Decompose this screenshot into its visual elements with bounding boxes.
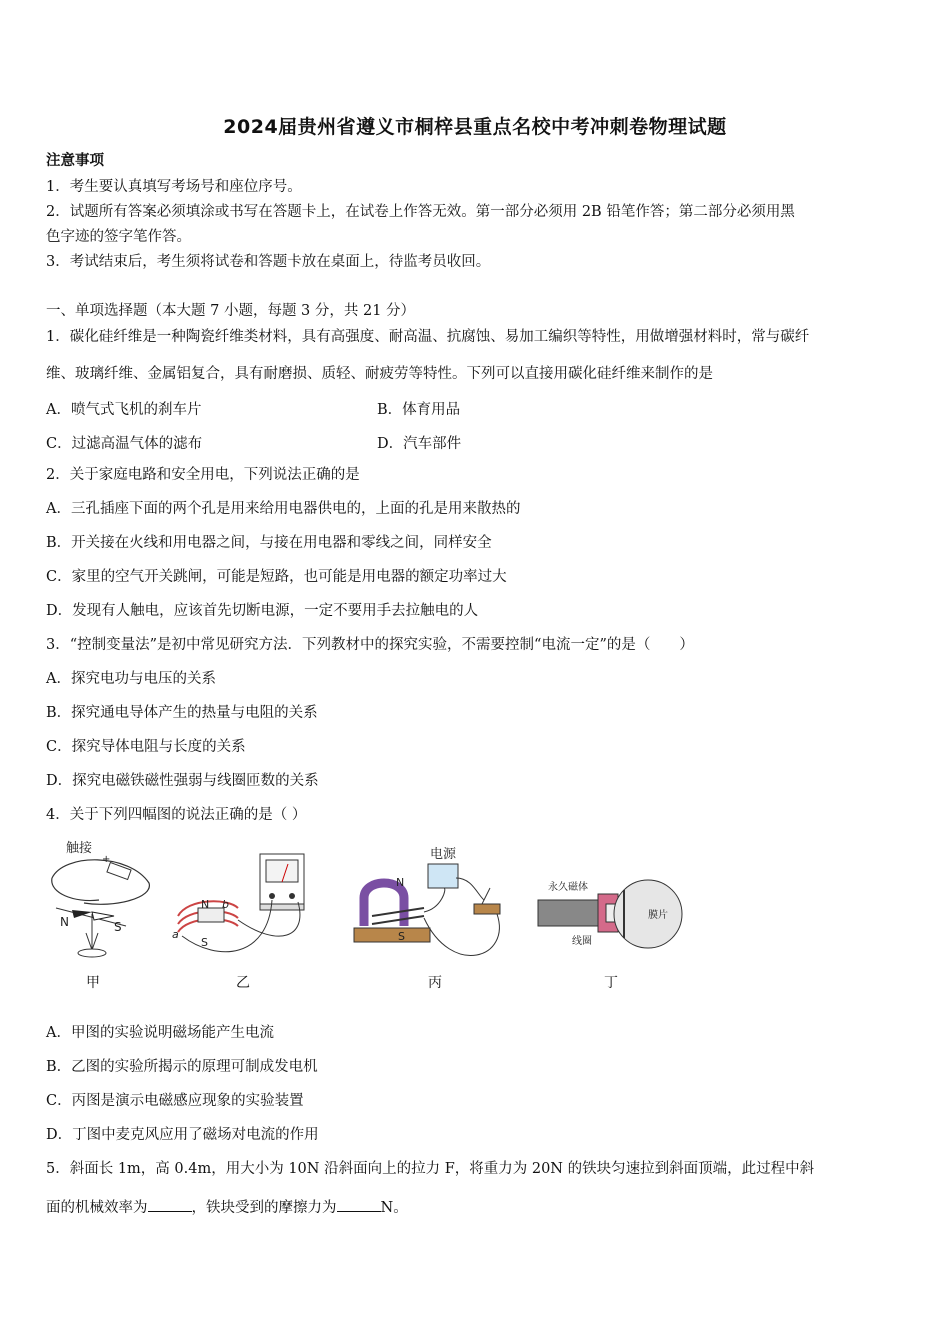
page-title: 2024届贵州省遵义市桐梓县重点名校中考冲刺卷物理试题 bbox=[223, 116, 727, 138]
q5-text-c: N。 bbox=[380, 1200, 408, 1216]
figure-ding bbox=[532, 838, 692, 968]
figure-jia-label: 甲 bbox=[86, 975, 100, 991]
q2-option-a: A．三孔插座下面的两个孔是用来给用电器供电的，上面的孔是用来散热的 bbox=[46, 501, 521, 517]
figure-jia bbox=[44, 838, 159, 968]
q5-stem-line1: 5．斜面长 1m，高 0.4m，用大小为 10N 沿斜面向上的拉力 F，将重力为 20N 的铁块匀速拉到斜面顶端，此过程中斜 bbox=[46, 1161, 815, 1177]
notice-item-2: 2．试题所有答案必须填涂或书写在答题卡上，在试卷上作答无效。第一部分必须用 2B 铅笔作答；第二部分必须用黑 bbox=[46, 204, 795, 220]
q2-option-b: B．开关接在火线和用电器之间，与接在用电器和零线之间，同样安全 bbox=[46, 535, 492, 551]
notice-item-3: 3．考试结束后，考生须将试卷和答题卡放在桌面上，待监考员收回。 bbox=[46, 254, 491, 270]
q3-option-a: A．探究电功与电压的关系 bbox=[46, 671, 216, 687]
fig-bing-source: 电源 bbox=[430, 847, 457, 862]
q1-option-a: A．喷气式飞机的刹车片 bbox=[46, 402, 202, 418]
q2-option-c: C．家里的空气开关跳闸，可能是短路，也可能是用电器的额定功率过大 bbox=[46, 569, 507, 585]
q2-option-d: D．发现有人触电，应该首先切断电源，一定不要用手去拉触电的人 bbox=[46, 603, 479, 619]
q1-option-c: C．过滤高温气体的滤布 bbox=[46, 436, 203, 452]
figure-yi bbox=[168, 838, 318, 968]
notice-item-1: 1．考生要认真填写考场号和座位序号。 bbox=[46, 179, 302, 195]
section-heading: 一、单项选择题（本大题 7 小题，每题 3 分，共 21 分） bbox=[46, 303, 416, 319]
fig-bing-s: S bbox=[398, 930, 405, 943]
q1-option-b: B．体育用品 bbox=[377, 402, 461, 418]
q2-stem: 2．关于家庭电路和安全用电，下列说法正确的是 bbox=[46, 467, 360, 483]
figure-bing bbox=[352, 838, 512, 968]
q4-option-c: C．丙图是演示电磁感应现象的实验装置 bbox=[46, 1093, 304, 1109]
fig-bing-n: N bbox=[396, 876, 405, 889]
fig-jia-label-touch: 触接 bbox=[66, 841, 93, 856]
fig-yi-s: S bbox=[201, 936, 208, 949]
q3-option-d: D．探究电磁铁磁性强弱与线圈匝数的关系 bbox=[46, 773, 319, 789]
q4-option-d: D．丁图中麦克风应用了磁场对电流的作用 bbox=[46, 1127, 319, 1143]
figure-bing-label: 丙 bbox=[428, 975, 442, 991]
fig-yi-b: b bbox=[222, 898, 229, 911]
q5-text-a: 面的机械效率为 bbox=[46, 1200, 148, 1216]
notice-item-2-cont: 色字迹的签字笔作答。 bbox=[46, 229, 191, 245]
q3-option-b: B．探究通电导体产生的热量与电阻的关系 bbox=[46, 705, 318, 721]
q5-stem-line2 bbox=[46, 1197, 408, 1218]
q3-option-c: C．探究导体电阻与长度的关系 bbox=[46, 739, 246, 755]
q3-stem: 3．“控制变量法”是初中常见研究方法．下列教材中的探究实验，不需要控制“电流一定”的是（ ） bbox=[46, 637, 694, 653]
q5-blank-friction bbox=[337, 1197, 381, 1212]
fig-ding-magnet: 永久磁体 bbox=[548, 882, 588, 893]
q4-option-b: B．乙图的实验所揭示的原理可制成发电机 bbox=[46, 1059, 318, 1075]
q4-stem: 4．关于下列四幅图的说法正确的是（ ） bbox=[46, 807, 307, 823]
q5-text-b: ，铁块受到的摩擦力为 bbox=[191, 1200, 337, 1216]
q1-option-d: D．汽车部件 bbox=[377, 436, 462, 452]
fig-yi-a: a bbox=[172, 928, 179, 941]
figure-ding-label: 丁 bbox=[604, 975, 618, 991]
fig-jia-plus: + bbox=[102, 854, 111, 865]
q5-blank-efficiency bbox=[148, 1197, 192, 1212]
fig-ding-membrane: 膜片 bbox=[648, 910, 668, 921]
fig-jia-s: S bbox=[114, 920, 122, 934]
fig-jia-n: N bbox=[60, 915, 69, 929]
figure-yi-label: 乙 bbox=[236, 975, 250, 991]
notice-heading: 注意事项 bbox=[46, 152, 104, 169]
fig-yi-n: N bbox=[201, 898, 210, 911]
q1-stem-line1: 1．碳化硅纤维是一种陶瓷纤维类材料，具有高强度、耐高温、抗腐蚀、易加工编织等特性，用做增强材料时，常与碳纤 bbox=[46, 329, 810, 345]
q4-option-a: A．甲图的实验说明磁场能产生电流 bbox=[46, 1025, 274, 1041]
q1-stem-line2: 维、玻璃纤维、金属铝复合，具有耐磨损、质轻、耐疲劳等特性。下列可以直接用碳化硅纤维来制作的是 bbox=[46, 366, 713, 382]
fig-ding-coil: 线圈 bbox=[572, 936, 592, 947]
